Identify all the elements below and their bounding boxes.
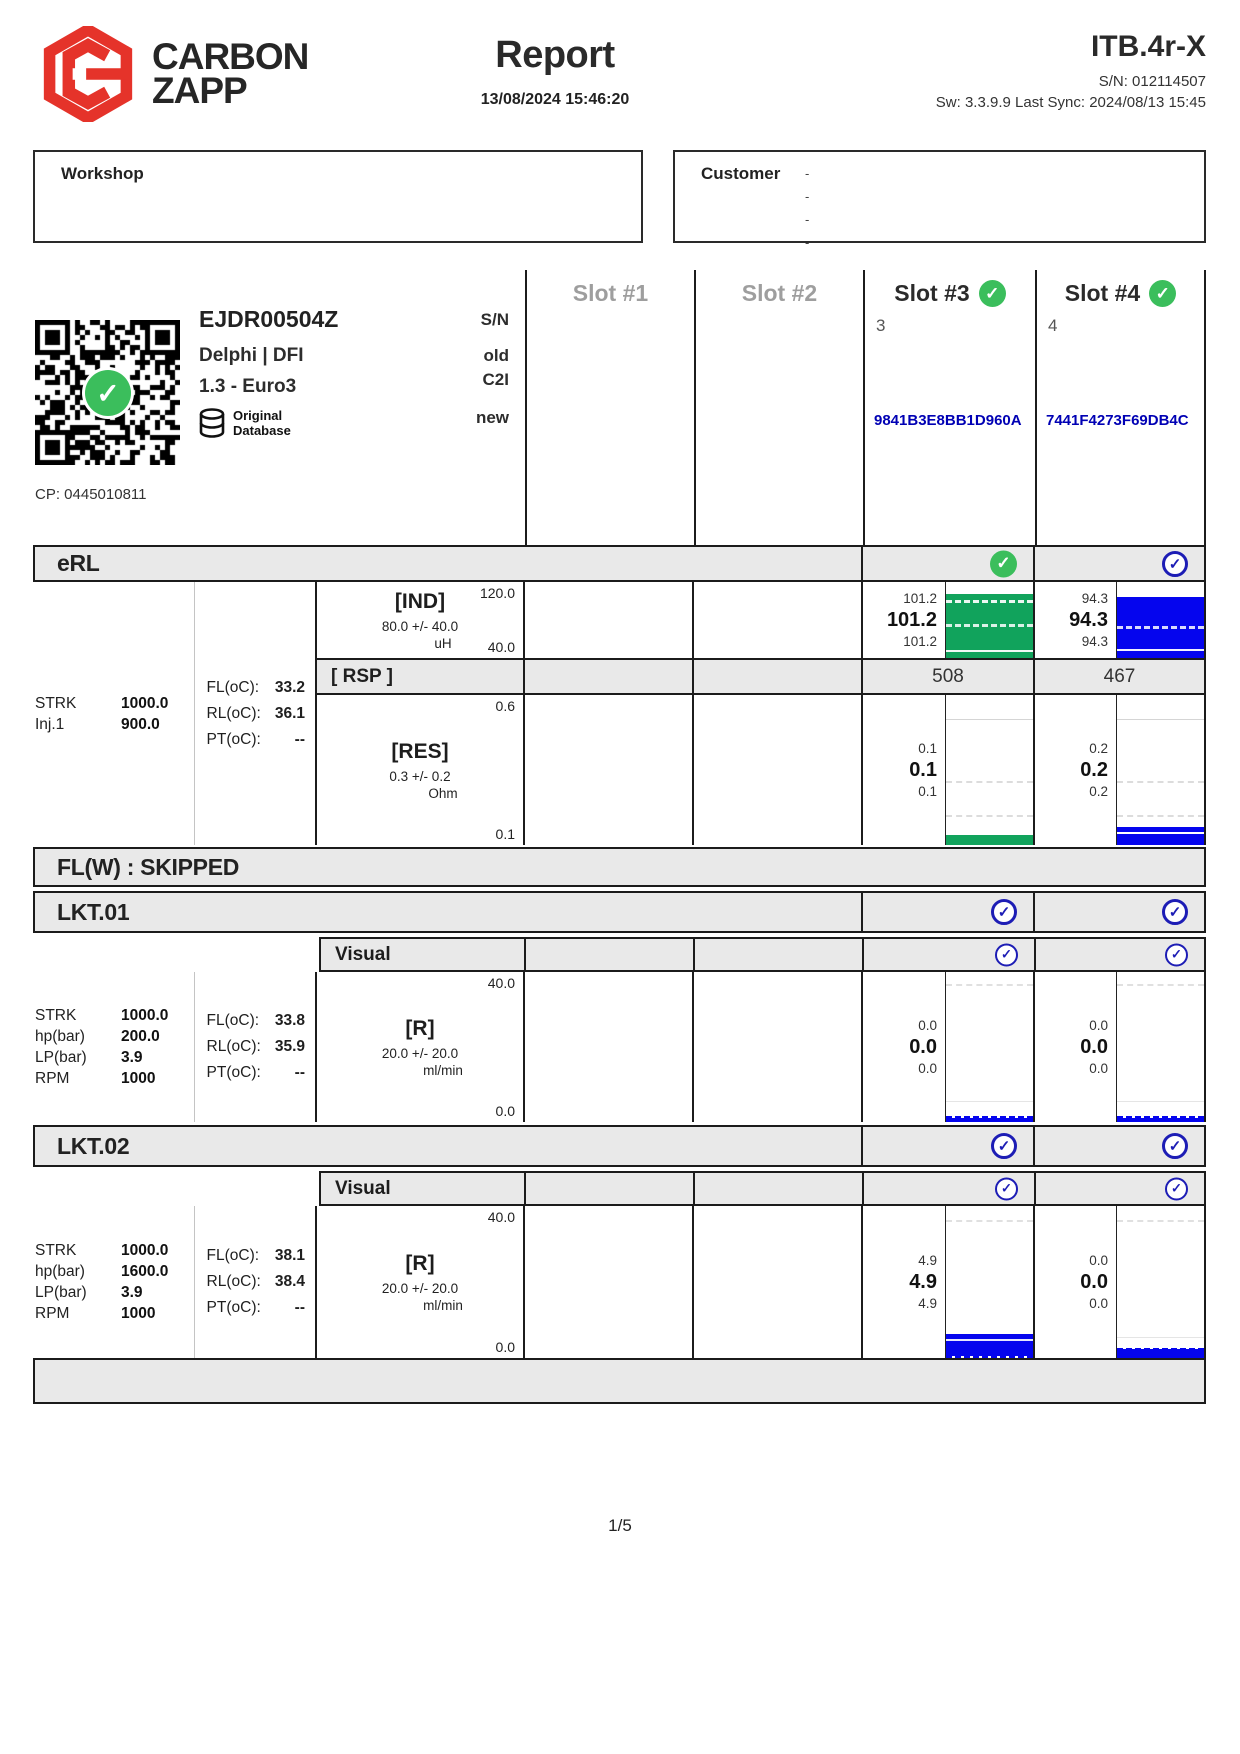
visual-row-spacer xyxy=(33,937,319,972)
lkt02-slot3-pass-check-icon: ✓ xyxy=(991,1133,1017,1159)
param-value: 1600.0 xyxy=(121,1263,169,1280)
temp-line xyxy=(207,675,305,701)
lkt01-title: LKT.01 xyxy=(57,898,130,925)
ind-slot3-bar xyxy=(945,582,1033,658)
meta-new: new xyxy=(475,408,509,427)
res-slot3-bar xyxy=(945,695,1033,845)
lkt02-slot3-status xyxy=(861,1127,1033,1165)
param-value: 1000 xyxy=(121,1305,156,1322)
lkt01-section-header xyxy=(33,891,1206,933)
res-slot2-cell xyxy=(692,695,861,845)
grid-line xyxy=(1117,719,1204,720)
slot3-number: 3 xyxy=(876,316,886,335)
customer-dashes xyxy=(805,162,809,254)
erl-slot4-pass-check-icon: ✓ xyxy=(1162,551,1188,577)
lkt02-r-slot4-values xyxy=(1035,1206,1116,1358)
lkt01-r-test-label-cell xyxy=(317,972,523,1122)
lkt02-visual-slot1 xyxy=(524,1173,693,1204)
lkt02-body xyxy=(33,1206,1206,1358)
brand-logo xyxy=(40,26,308,122)
param-label: STRK xyxy=(35,1007,77,1024)
lkt02-visual-slot4-check-icon: ✓ xyxy=(1165,1177,1188,1200)
lkt01-temps xyxy=(194,972,315,1122)
rsp-slot2-cell xyxy=(692,660,861,693)
temp-label: PT(oC): xyxy=(206,1064,261,1081)
grid-dash xyxy=(1117,984,1204,986)
slot1-title xyxy=(527,270,694,307)
param-value: 200.0 xyxy=(121,1028,160,1045)
r-test-name: [R] xyxy=(405,1016,435,1040)
value-avg: 0.0 xyxy=(1080,1036,1108,1058)
value-avg: 0.0 xyxy=(1080,1271,1108,1293)
grid-dash xyxy=(946,815,1033,817)
res-row xyxy=(317,695,1204,845)
lkt01-r-row xyxy=(317,972,1204,1122)
lkt01-r-slot3-cell xyxy=(861,972,1033,1122)
rsp-row xyxy=(317,660,1204,695)
slot4-header-cell xyxy=(1035,270,1206,545)
page-number: 1/5 xyxy=(608,1516,632,1535)
param-line xyxy=(35,1005,194,1026)
results-table xyxy=(33,270,1206,1404)
lkt02-title: LKT.02 xyxy=(57,1132,130,1159)
grid-line xyxy=(946,719,1033,720)
database-label-line1: Original xyxy=(233,408,283,424)
param-value: 3.9 xyxy=(121,1049,143,1066)
value-min: 4.9 xyxy=(918,1296,937,1311)
temp-value: -- xyxy=(294,1064,305,1081)
res-slot4-values xyxy=(1035,695,1116,845)
grid-dash xyxy=(946,781,1033,783)
res-slot1-cell xyxy=(523,695,692,845)
lkt02-r-slot4-cell xyxy=(1033,1206,1204,1358)
device-serial: S/N: 012114507 xyxy=(1098,73,1206,90)
temp-label: RL(oC): xyxy=(206,1038,261,1055)
injector-meta-labels xyxy=(476,310,509,428)
lkt01-visual-label: Visual xyxy=(335,943,391,965)
grid-dash xyxy=(946,984,1033,986)
slot4-coding: 7441F4273F69DB4C xyxy=(1046,412,1189,429)
ind-row xyxy=(317,582,1204,660)
limit-dash xyxy=(946,624,1033,627)
lkt02-slot4-status xyxy=(1033,1127,1204,1165)
lkt01-slot4-pass-check-icon: ✓ xyxy=(1162,899,1188,925)
limit-dash xyxy=(1117,626,1204,629)
ind-slot2-cell xyxy=(692,582,861,658)
lkt01-visual-band xyxy=(319,937,1206,972)
value-min: 101.2 xyxy=(903,634,937,649)
slot4-label: Slot #4 xyxy=(1064,280,1141,306)
r-unit: ml/min xyxy=(423,1062,463,1078)
value-min: 0.0 xyxy=(1089,1296,1108,1311)
grid-dash xyxy=(946,1220,1033,1222)
lkt01-visual-row xyxy=(33,937,1206,972)
slot3-label: Slot #3 xyxy=(894,280,970,306)
target-dash xyxy=(946,1355,1033,1358)
r-scale-bottom: 0.0 xyxy=(495,1339,515,1355)
lkt01-r-slot3-values xyxy=(863,972,945,1122)
res-test-label-cell xyxy=(317,695,523,845)
param-value: 1000.0 xyxy=(121,1007,169,1024)
slot3-coding: 9841B3E8BB1D960A xyxy=(874,412,1022,429)
temp-line xyxy=(207,1060,305,1086)
param-label: RPM xyxy=(35,1070,70,1087)
temp-label: RL(oC): xyxy=(206,704,261,722)
lkt01-r-slot4-cell xyxy=(1033,972,1204,1122)
lkt01-slot3-status xyxy=(861,893,1033,931)
erl-slot4-status xyxy=(1033,547,1204,580)
visual-row-spacer xyxy=(33,1171,319,1206)
param-value: 1000.0 xyxy=(121,1242,169,1259)
lkt02-visual-band xyxy=(319,1171,1206,1206)
meta-sn: S/N xyxy=(480,310,509,329)
value-min: 0.0 xyxy=(1089,1061,1108,1076)
qr-pass-check-icon: ✓ xyxy=(85,370,131,416)
value-avg: 0.0 xyxy=(909,1036,937,1058)
value-max: 0.1 xyxy=(918,741,937,756)
lkt01-visual-slot3-check-icon: ✓ xyxy=(995,943,1018,966)
lkt02-visual-label: Visual xyxy=(335,1177,391,1199)
erl-tests xyxy=(315,582,1206,845)
lkt02-slot4-pass-check-icon: ✓ xyxy=(1162,1133,1188,1159)
device-sync-info: Sw: 3.3.9.9 Last Sync: 2024/08/13 15:45 xyxy=(935,94,1206,111)
slot4-pass-check-icon: ✓ xyxy=(1149,280,1176,307)
param-line xyxy=(35,1303,194,1324)
database-icon xyxy=(199,408,225,440)
lkt01-visual-slot1 xyxy=(524,939,693,970)
temp-value: 36.1 xyxy=(274,704,305,722)
lkt02-r-test-label-cell xyxy=(317,1206,523,1358)
grid-line xyxy=(1117,1337,1204,1338)
value-max: 4.9 xyxy=(918,1253,937,1268)
injector-info-cell xyxy=(33,270,525,545)
res-scale-bottom: 0.1 xyxy=(495,826,515,842)
ind-slot4-values xyxy=(1035,582,1116,658)
param-line xyxy=(35,1282,194,1303)
param-value: 900.0 xyxy=(121,715,160,733)
erl-temps xyxy=(194,582,315,845)
erl-section-header xyxy=(33,545,1206,582)
target-dash xyxy=(1117,1348,1204,1351)
temp-label: PT(oC): xyxy=(206,1299,261,1316)
dash: - xyxy=(805,212,810,227)
lkt01-body xyxy=(33,972,1206,1122)
carbonzapp-hexagon-logo-icon xyxy=(40,26,136,122)
param-label: hp(bar) xyxy=(35,1263,85,1280)
lkt02-visual-slot2 xyxy=(693,1173,862,1204)
bar-fill xyxy=(946,1334,1033,1356)
temp-value: 35.9 xyxy=(274,1038,305,1055)
ind-test-label-cell xyxy=(317,582,523,658)
customer-label: Customer xyxy=(701,164,781,183)
lkt01-r-slot4-values xyxy=(1035,972,1116,1122)
temp-value: 33.2 xyxy=(274,678,305,696)
lkt02-visual-slot4 xyxy=(1034,1173,1204,1204)
r-scale-top: 40.0 xyxy=(487,1209,515,1225)
bar-fill xyxy=(946,1118,1033,1122)
temp-value: 38.4 xyxy=(274,1273,305,1290)
param-line xyxy=(35,1047,194,1068)
rsp-label: [ RSP ] xyxy=(331,665,393,687)
r-unit: ml/min xyxy=(423,1297,463,1313)
temp-line xyxy=(207,1269,305,1295)
lkt01-visual-slot2 xyxy=(693,939,862,970)
param-line xyxy=(35,1240,194,1261)
lkt02-r-slot3-values xyxy=(863,1206,945,1358)
limit-line xyxy=(1117,832,1204,834)
res-slot3-values xyxy=(863,695,945,845)
res-slot4-cell xyxy=(1033,695,1204,845)
ind-unit: uH xyxy=(434,635,452,651)
temp-line xyxy=(207,701,305,727)
page-title: Report xyxy=(495,34,615,76)
value-min: 94.3 xyxy=(1081,634,1108,649)
erl-slot3-status xyxy=(861,547,1033,580)
limit-line xyxy=(946,650,1033,652)
database-label-line2: Database xyxy=(233,423,291,438)
rsp-slot4-value: 467 xyxy=(1033,660,1204,693)
r-tolerance: 20.0 +/- 20.0 xyxy=(381,1045,459,1061)
temp-value: -- xyxy=(294,1299,305,1316)
brand-name xyxy=(152,35,309,111)
qr-code xyxy=(35,320,180,465)
flw-section-header xyxy=(33,847,1206,887)
slot3-pass-check-icon: ✓ xyxy=(979,280,1006,307)
cp-code: CP: 0445010811 xyxy=(35,486,147,503)
value-max: 0.0 xyxy=(918,1018,937,1033)
param-value: 1000.0 xyxy=(121,694,169,712)
meta-c2i: C2I xyxy=(482,370,509,389)
grid-dash xyxy=(1117,1220,1204,1222)
value-avg: 0.1 xyxy=(909,759,937,781)
erl-body xyxy=(33,582,1206,845)
param-label: LP(bar) xyxy=(35,1049,87,1066)
temp-value: 33.8 xyxy=(274,1012,305,1029)
value-avg: 94.3 xyxy=(1069,609,1108,631)
slot1-header-cell xyxy=(525,270,694,545)
value-min: 0.0 xyxy=(918,1061,937,1076)
lkt01-tests xyxy=(315,972,1206,1122)
lkt02-visual-slot3 xyxy=(862,1173,1034,1204)
lkt02-r-slot1-cell xyxy=(523,1206,692,1358)
temp-line xyxy=(207,727,305,753)
res-slot3-cell xyxy=(861,695,1033,845)
grid-line xyxy=(1117,1101,1204,1102)
lkt02-r-slot3-bar xyxy=(945,1206,1033,1358)
res-scale-top: 0.6 xyxy=(495,698,515,714)
param-label: STRK xyxy=(35,694,77,712)
bar-fill xyxy=(1117,1118,1204,1122)
ind-slot3-cell xyxy=(861,582,1033,658)
lkt02-visual-row xyxy=(33,1171,1206,1206)
lkt02-section-header xyxy=(33,1125,1206,1167)
value-max: 94.3 xyxy=(1081,591,1108,606)
param-line xyxy=(35,1026,194,1047)
ind-tolerance: 80.0 +/- 40.0 xyxy=(381,618,459,634)
workshop-label: Workshop xyxy=(61,164,144,183)
temp-line xyxy=(207,1034,305,1060)
slot3-title xyxy=(865,270,1035,307)
limit-line xyxy=(946,1339,1033,1341)
value-max: 0.0 xyxy=(1089,1018,1108,1033)
param-label: STRK xyxy=(35,1242,77,1259)
value-max: 101.2 xyxy=(903,591,937,606)
slot-header-band xyxy=(33,270,1206,545)
ind-slot4-bar xyxy=(1116,582,1204,658)
flw-title: FL(W) : SKIPPED xyxy=(57,853,240,880)
ind-slot4-cell xyxy=(1033,582,1204,658)
lkt02-r-slot3-cell xyxy=(861,1206,1033,1358)
lkt01-r-slot3-bar xyxy=(945,972,1033,1122)
erl-slot3-pass-check-icon: ✓ xyxy=(990,550,1017,577)
lkt01-r-slot4-bar xyxy=(1116,972,1204,1122)
temp-line xyxy=(207,1008,305,1034)
value-avg: 101.2 xyxy=(886,609,937,631)
param-label: hp(bar) xyxy=(35,1028,85,1045)
temp-label: RL(oC): xyxy=(206,1273,261,1290)
table-footer-band xyxy=(33,1358,1206,1404)
temp-label: FL(oC): xyxy=(206,1012,260,1029)
temp-line xyxy=(207,1295,305,1321)
bar-fill xyxy=(946,835,1033,846)
slot3-header-cell xyxy=(863,270,1035,545)
grid-dash xyxy=(1117,781,1204,783)
param-line xyxy=(35,1068,194,1089)
device-name: ITB.4r-X xyxy=(1090,30,1206,63)
temp-label: FL(oC): xyxy=(206,1247,260,1264)
ind-scale-top: 120.0 xyxy=(479,585,515,601)
ind-test-name: [IND] xyxy=(394,589,446,613)
value-avg: 4.9 xyxy=(909,1271,937,1293)
injector-variant: 1.3 - Euro3 xyxy=(199,376,297,397)
rsp-slot3-value: 508 xyxy=(861,660,1033,693)
temp-label: FL(oC): xyxy=(206,678,260,696)
erl-title: eRL xyxy=(57,550,100,576)
database-row xyxy=(199,408,338,440)
value-min: 0.2 xyxy=(1089,784,1108,799)
temp-label: PT(oC): xyxy=(206,730,261,748)
injector-maker: Delphi | DFI xyxy=(199,345,304,366)
value-max: 0.0 xyxy=(1089,1253,1108,1268)
limit-dash xyxy=(946,600,1033,603)
param-value: 1000 xyxy=(121,1070,156,1087)
database-label xyxy=(233,409,291,439)
ind-scale-bottom: 40.0 xyxy=(487,639,515,655)
res-slot4-bar xyxy=(1116,695,1204,845)
r-scale-bottom: 0.0 xyxy=(495,1103,515,1119)
temp-value: 38.1 xyxy=(274,1247,305,1264)
rsp-slot1-cell xyxy=(523,660,692,693)
grid-dash xyxy=(1117,815,1204,817)
param-line xyxy=(35,714,194,735)
res-unit: Ohm xyxy=(428,785,458,801)
brand-line1: CARBON xyxy=(152,35,309,77)
r-tolerance: 20.0 +/- 20.0 xyxy=(381,1280,459,1296)
param-line xyxy=(35,1261,194,1282)
param-label: LP(bar) xyxy=(35,1284,87,1301)
lkt01-params xyxy=(33,972,194,1122)
slot2-title xyxy=(696,270,863,307)
param-line xyxy=(35,693,194,714)
res-tolerance: 0.3 +/- 0.2 xyxy=(389,768,451,784)
param-label: Inj.1 xyxy=(35,715,65,733)
slot4-title xyxy=(1037,270,1204,307)
param-value: 3.9 xyxy=(121,1284,143,1301)
ind-slot3-values xyxy=(863,582,945,658)
lkt01-slot4-status xyxy=(1033,893,1204,931)
res-test-name: [RES] xyxy=(391,739,449,763)
ind-slot1-cell xyxy=(523,582,692,658)
value-avg: 0.2 xyxy=(1080,759,1108,781)
meta-old: old xyxy=(483,346,509,365)
device-info xyxy=(936,30,1206,111)
temp-value: -- xyxy=(294,730,305,748)
lkt01-visual-slot4-check-icon: ✓ xyxy=(1165,943,1188,966)
lkt02-r-slot4-bar xyxy=(1116,1206,1204,1358)
injector-part-number: EJDR00504Z xyxy=(199,306,339,332)
lkt01-visual-slot4 xyxy=(1034,939,1204,970)
grid-line xyxy=(946,1101,1033,1102)
dash: - xyxy=(805,235,810,250)
lkt02-r-row xyxy=(317,1206,1204,1358)
value-min: 0.1 xyxy=(918,784,937,799)
limit-line xyxy=(1117,649,1204,651)
r-test-name: [R] xyxy=(405,1251,435,1275)
slot2-header-cell xyxy=(694,270,863,545)
bar-fill xyxy=(1117,827,1204,845)
dash: - xyxy=(805,166,810,181)
injector-identity xyxy=(199,306,338,440)
lkt02-r-slot2-cell xyxy=(692,1206,861,1358)
lkt02-visual-slot3-check-icon: ✓ xyxy=(995,1177,1018,1200)
lkt02-tests xyxy=(315,1206,1206,1358)
lkt01-r-slot1-cell xyxy=(523,972,692,1122)
dash: - xyxy=(805,189,810,204)
slot4-number: 4 xyxy=(1048,316,1058,335)
slot1-label: Slot #1 xyxy=(572,280,649,306)
lkt01-r-slot2-cell xyxy=(692,972,861,1122)
erl-params xyxy=(33,582,194,845)
customer-box xyxy=(673,150,1206,250)
lkt01-visual-slot3 xyxy=(862,939,1034,970)
value-max: 0.2 xyxy=(1089,741,1108,756)
report-header xyxy=(380,34,730,109)
slot2-label: Slot #2 xyxy=(741,280,818,306)
brand-line2: ZAPP xyxy=(152,70,247,111)
workshop-box xyxy=(33,150,643,243)
param-label: RPM xyxy=(35,1305,70,1322)
r-scale-top: 40.0 xyxy=(487,975,515,991)
lkt02-temps xyxy=(194,1206,315,1358)
temp-line xyxy=(207,1243,305,1269)
lkt01-slot3-pass-check-icon: ✓ xyxy=(991,899,1017,925)
lkt02-params xyxy=(33,1206,194,1358)
report-datetime: 13/08/2024 15:46:20 xyxy=(480,91,630,108)
